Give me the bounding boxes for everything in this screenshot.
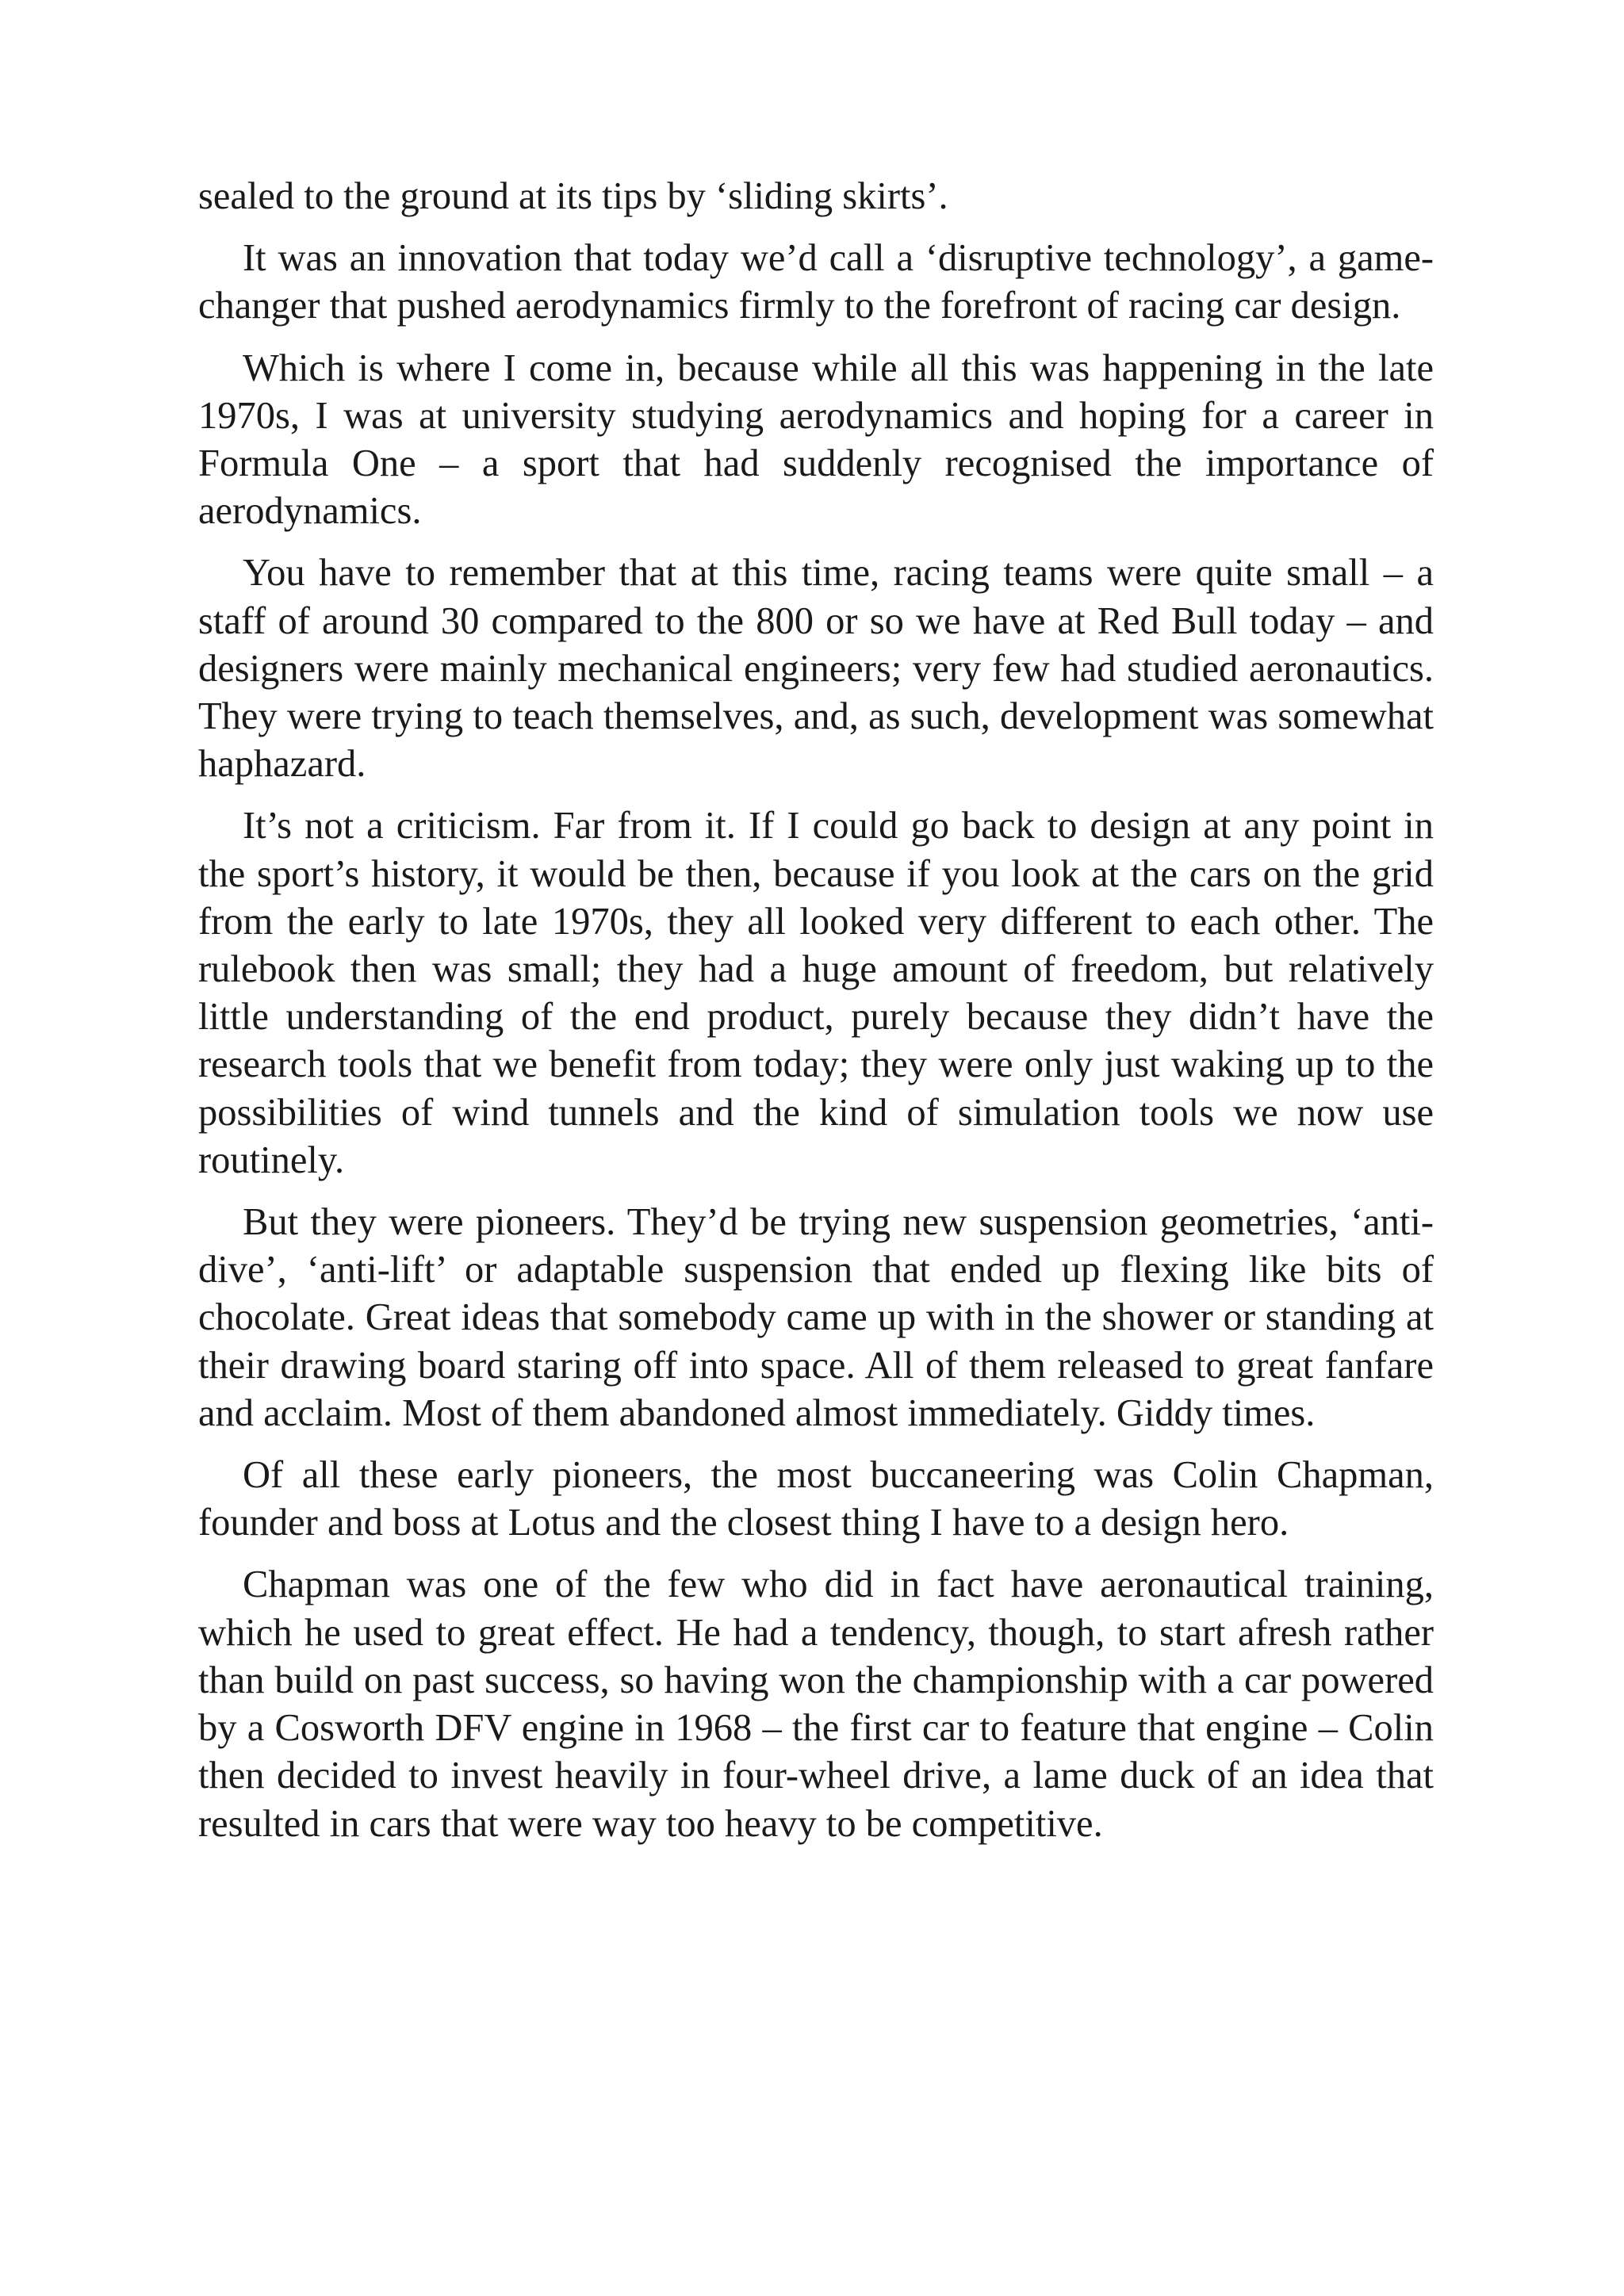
body-text xyxy=(198,173,1434,1862)
paragraph-6: But they were pioneers. They’d be trying new suspension geometries, ‘anti-dive’, ‘anti-lift’ or adaptable suspension that ended up flexing like bits of chocolate. Great ideas that somebody came up with in the shower or standing at their drawing board staring off into space. All of them released to great fanfare and acclaim. Most of them abandoned almost immediately. Giddy times. xyxy=(198,1201,1434,1434)
paragraph-2: It was an innovation that today we’d call a ‘disruptive technology’, a game-changer that pushed aerodynamics firmly to the forefront of racing car design. xyxy=(198,237,1434,327)
paragraph-1: sealed to the ground at its tips by ‘sliding skirts’. xyxy=(198,175,948,217)
paragraph-8: Chapman was one of the few who did in fact have aeronautical training, which he used to great effect. He had a tendency, though, to start afresh rather than build on past success, so having won the championship with a car powered by a Cosworth DFV engine in 1968 – the first car to feature that engine – Colin then decided to invest heavily in four-wheel drive, a lame duck of an idea that resulted in cars that were way too heavy to be competitive. xyxy=(198,1563,1434,1845)
paragraph-3: Which is where I come in, because while all this was happening in the late 1970s, I was at university studying aerodynamics and hoping for a career in Formula One – a sport that had suddenly recognised the importance of aerodynamics. xyxy=(198,346,1434,533)
paragraph-7: Of all these early pioneers, the most buccaneering was Colin Chapman, founder and boss at Lotus and the closest thing I have to a design hero. xyxy=(198,1454,1434,1544)
paragraph-5: It’s not a criticism. Far from it. If I could go back to design at any point in the sport’s history, it would be then, because if you look at the cars on the grid from the early to late 1970s, they all looked very different to each other. The rulebook then was small; they had a huge amount of freedom, but relatively little understanding of the end product, purely because they didn’t have the research tools that we benefit from today; they were only just waking up to the possibilities of wind tunnels and the kind of simulation tools we now use routinely. xyxy=(198,805,1434,1181)
paragraph-4: You have to remember that at this time, racing teams were quite small – a staff of around 30 compared to the 800 or so we have at Red Bull today – and designers were mainly mechanical engineers; very few had studied aeronautics. They were trying to teach themselves, and, as such, development was somewhat haphazard. xyxy=(198,552,1434,786)
